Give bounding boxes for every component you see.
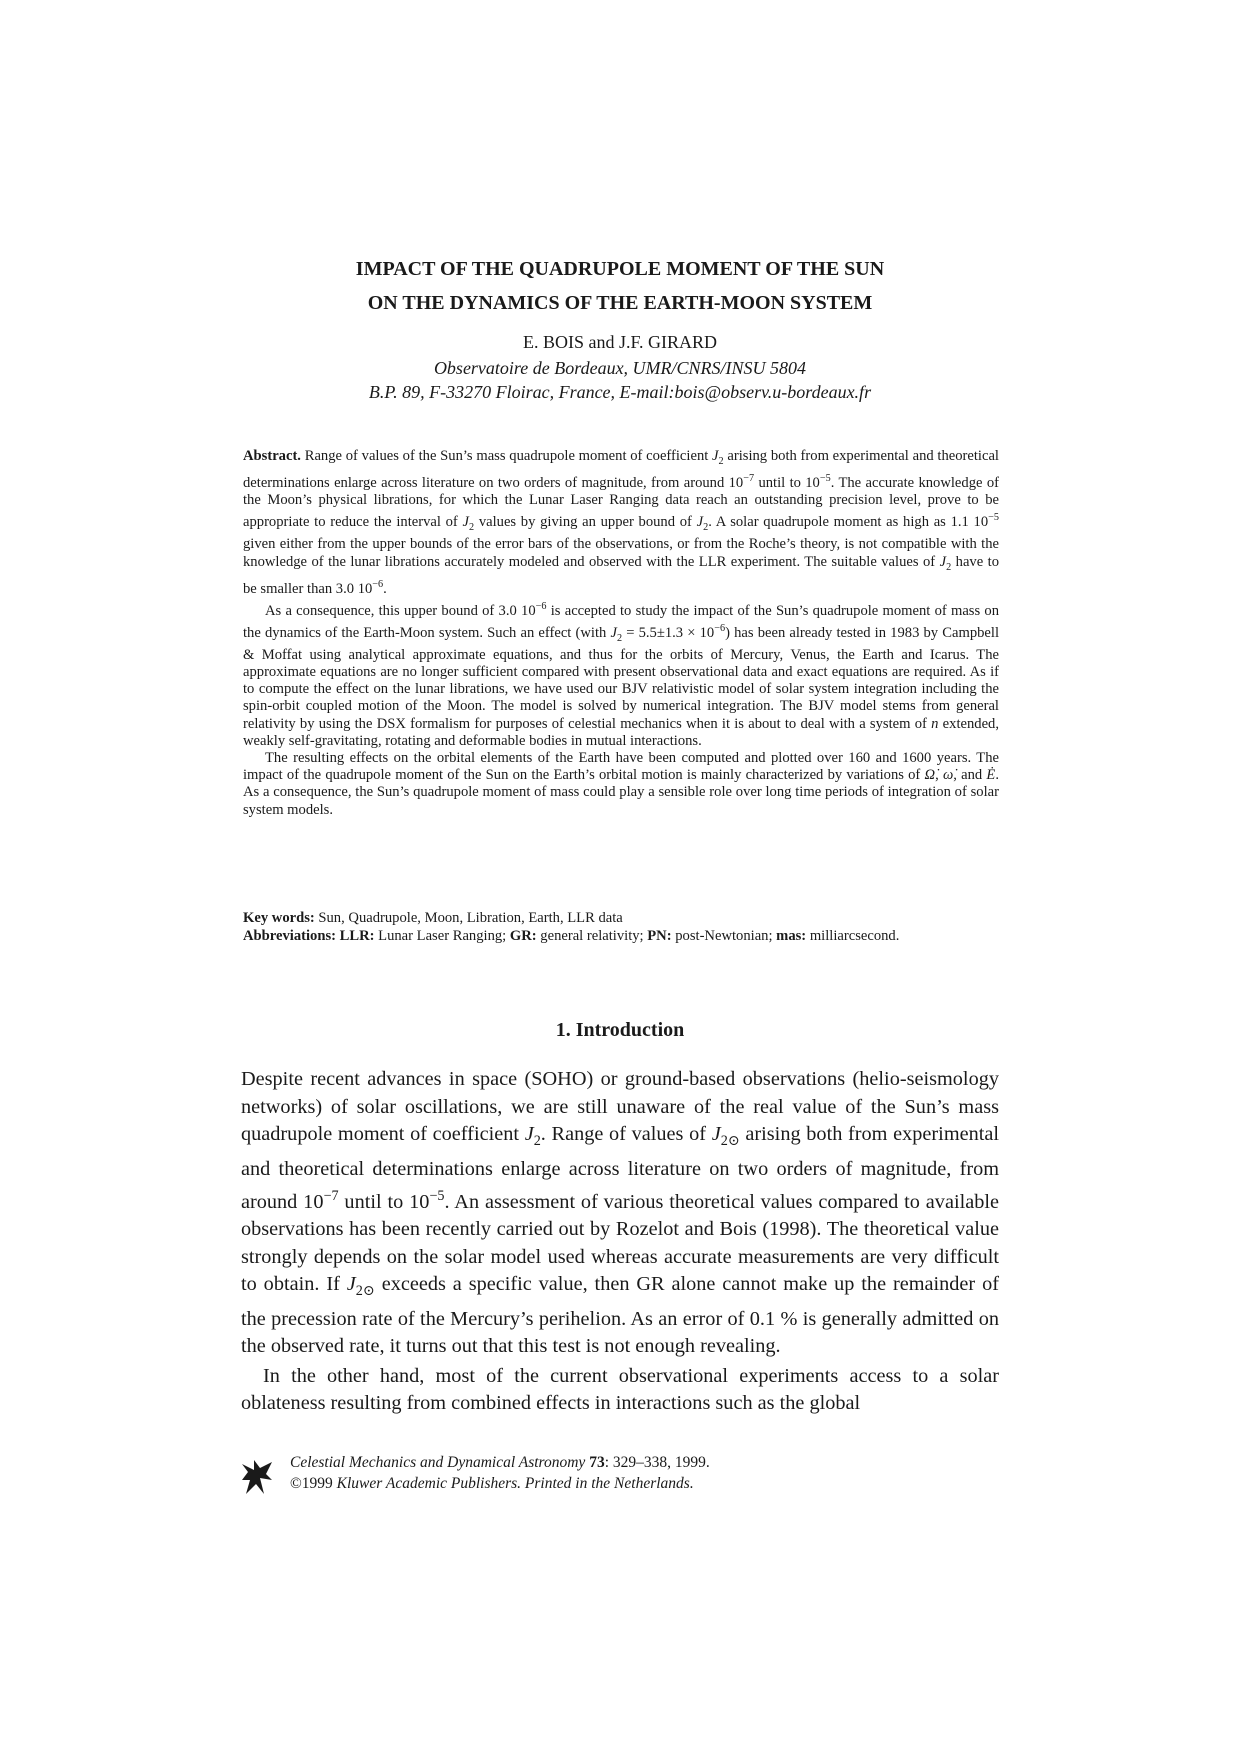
abbr-value: general relativity; <box>536 927 648 944</box>
journal-name: Celestial Mechanics and Dynamical Astronomy <box>290 1454 586 1471</box>
copyright-line <box>290 1473 850 1494</box>
journal-pages: : 329–338, 1999. <box>604 1454 710 1471</box>
abstract-text: have to be smaller than 3.0 10 <box>243 553 1000 597</box>
exponent: −6 <box>714 622 726 634</box>
abbr-key: PN: <box>647 927 672 944</box>
abstract-text: is accepted to study the impact of the Sun’s quadrupole moment of mass on the dynamics of the Earth-Moon system. Such an effect (with <box>243 602 1000 641</box>
abstract-text: , and <box>953 767 987 784</box>
introduction-body <box>241 1066 999 1418</box>
abbreviations-label: Abbreviations: <box>243 927 336 944</box>
keywords-label: Key words: <box>243 910 315 926</box>
symbol-sub-sun: 2⊙ <box>355 1283 375 1300</box>
symbol-j: J <box>939 553 947 570</box>
symbol-j: J <box>524 1123 534 1145</box>
paper-title <box>240 252 1000 320</box>
exponent: −6 <box>372 578 384 590</box>
symbol-j: J <box>711 1123 721 1145</box>
exponent: −6 <box>535 600 547 612</box>
abstract-text: Range of values of the Sun’s mass quadrupole moment of coefficient <box>304 448 713 464</box>
symbol-j: J <box>462 514 469 531</box>
journal-volume: 73 <box>585 1454 605 1471</box>
abstract-paragraph-3 <box>243 750 999 819</box>
abstract-text: As a consequence, this upper bound of 3.0 10 <box>265 602 536 619</box>
body-text: . Range of values of <box>540 1123 712 1145</box>
title-line-1: IMPACT OF THE QUADRUPOLE MOMENT OF THE SUN <box>355 258 885 280</box>
affiliation-line-2: B.P. 89, F-33270 Floirac, France, E-mail:bois@observ.u-bordeaux.fr <box>368 382 872 402</box>
symbol-sub: 2 <box>469 522 475 534</box>
symbol-sub: 2 <box>616 632 623 644</box>
affiliation <box>240 356 1000 404</box>
body-text: Despite recent advances in space (SOHO) or ground-based observations (helio-seismology networks) of solar oscillations, we are still unaware of the real value of the Sun’s mass quadrupole moment of coefficient <box>241 1068 999 1145</box>
affiliation-line-1: Observatoire de Bordeaux, UMR/CNRS/INSU 5804 <box>433 358 807 378</box>
abbr-value: post-Newtonian; <box>671 927 777 944</box>
symbol-sub: 2 <box>533 1133 541 1150</box>
copyright-symbol: ©1999 <box>290 1475 337 1492</box>
exponent: −7 <box>323 1188 339 1205</box>
exponent: −5 <box>429 1188 445 1205</box>
authors: E. BOIS and J.F. GIRARD <box>522 332 718 352</box>
abstract-text: . A solar quadrupole moment as high as 1.1 10 <box>708 514 989 531</box>
body-text: arising both from experimental and theoretical determinations enlarge across literature on two orders of magnitude, from around 10 <box>241 1123 1000 1213</box>
exponent: −5 <box>988 512 999 524</box>
symbol-sub-sun: 2⊙ <box>720 1133 740 1150</box>
body-text: until to 10 <box>338 1190 430 1213</box>
symbol-sub: 2 <box>718 455 724 467</box>
symbol-omega: ω̇ <box>942 767 954 784</box>
abstract-text: , <box>935 767 943 784</box>
symbol-sub: 2 <box>703 522 709 534</box>
abstract-text: . As a consequence, the Sun’s quadrupole moment of mass could play a sensible role over long time periods of integration of solar system models. <box>243 767 999 818</box>
abstract-text: given either from the upper bounds of the error bars of the observations, or from the Roche’s theory, is not compatible with the knowledge of the lunar librations accurately modeled and observed with the LLR experiment. The suitable values of <box>243 536 999 570</box>
abbr-value: Lunar Laser Ranging; <box>374 927 510 944</box>
body-text: . An assessment of various theoretical values compared to available observations has been recently carried out by Rozelot and Bois (1998). The theoretical value strongly depends on the solar model used whereas accurate measurements are very difficult to obtain. If <box>241 1190 999 1296</box>
abstract-paragraph-1 <box>243 448 999 598</box>
section-heading: 1. Introduction <box>555 1019 685 1041</box>
keywords-text: Sun, Quadrupole, Moon, Libration, Earth, LLR data <box>314 910 623 926</box>
symbol-j: J <box>696 514 704 531</box>
symbol-n: n <box>931 715 939 732</box>
symbol-omega-node: Ω̇ <box>924 767 936 784</box>
abbr-value: milliarcsecond. <box>806 927 900 944</box>
abstract-text: . The accurate knowledge of the Moon’s physical librations, for which the Lunar Laser Ranging data reach an outstanding precision level, prove to be appropriate to reduce the interval of <box>243 474 999 531</box>
abbr-key: LLR: <box>339 927 375 944</box>
title-line-2: ON THE DYNAMICS OF THE EARTH-MOON SYSTEM <box>367 292 873 314</box>
body-text: exceeds a specific value, then GR alone cannot make up the remainder of the precession rate of the Mercury’s perihelion. As an error of 0.1 % is generally admitted on the observed rate, it turns out that this test is not enough revealing. <box>241 1273 999 1358</box>
abstract-text: arising both from experimental and theoretical determinations enlarge across literature on two orders of magnitude, from around 10 <box>243 448 999 491</box>
publication-footer <box>290 1452 850 1494</box>
symbol-j: J <box>346 1273 356 1296</box>
symbol-e: Ė <box>986 767 996 784</box>
intro-paragraph-2: In the other hand, most of the current observational experiments access to a solar oblateness resulting from combined effects in interactions such as the global <box>241 1364 999 1415</box>
abbr-key: GR: <box>509 927 537 944</box>
exponent: −7 <box>743 473 755 485</box>
abstract-paragraph-2 <box>243 598 999 750</box>
abbreviations <box>243 928 999 946</box>
abstract-text: ) has been already tested in 1983 by Campbell & Moffat using analytical approximate equations, and thus for the orbits of Mercury, Venus, the Earth and Icarus. The approximate equations are no longer sufficient compared with present observational data and exact equations are required. As if to compute the effect on the lunar librations, we have used our BJV relativistic model of solar system integration including the spin-orbit coupled motion of the Moon. The model is solved by numerical integration. The BJV model stems from general relativity by using the DSX formalism for purposes of celestial mechanics when it is about to deal with a system of <box>243 624 999 732</box>
abstract-text: The resulting effects on the orbital elements of the Earth have been computed and plotted over 160 and 1600 years. The impact of the quadrupole moment of the Sun on the Earth’s orbital motion is mainly characterized by variations of <box>243 749 999 784</box>
journal-citation <box>290 1452 850 1473</box>
publisher-logo-icon <box>240 1458 274 1496</box>
abstract-text: values by giving an upper bound of <box>474 514 697 531</box>
abstract-label: Abstract. <box>243 448 301 464</box>
symbol-sub: 2 <box>946 561 952 573</box>
intro-paragraph-1 <box>241 1066 999 1361</box>
exponent: −5 <box>819 473 831 485</box>
abstract <box>243 448 999 819</box>
symbol-j: J <box>610 624 617 641</box>
abstract-text: . <box>383 580 387 597</box>
keywords-block <box>243 910 999 945</box>
symbol-j: J <box>712 448 719 464</box>
abstract-text: until to 10 <box>754 474 820 491</box>
abstract-text: extended, weakly self-gravitating, rotating and deformable bodies in mutual interactions. <box>243 715 999 749</box>
publisher-name: Kluwer Academic Publishers. Printed in the Netherlands. <box>336 1475 694 1492</box>
abbr-key: mas: <box>776 927 807 944</box>
keywords <box>243 910 999 928</box>
abstract-text: = 5.5±1.3 × 10 <box>622 624 715 641</box>
